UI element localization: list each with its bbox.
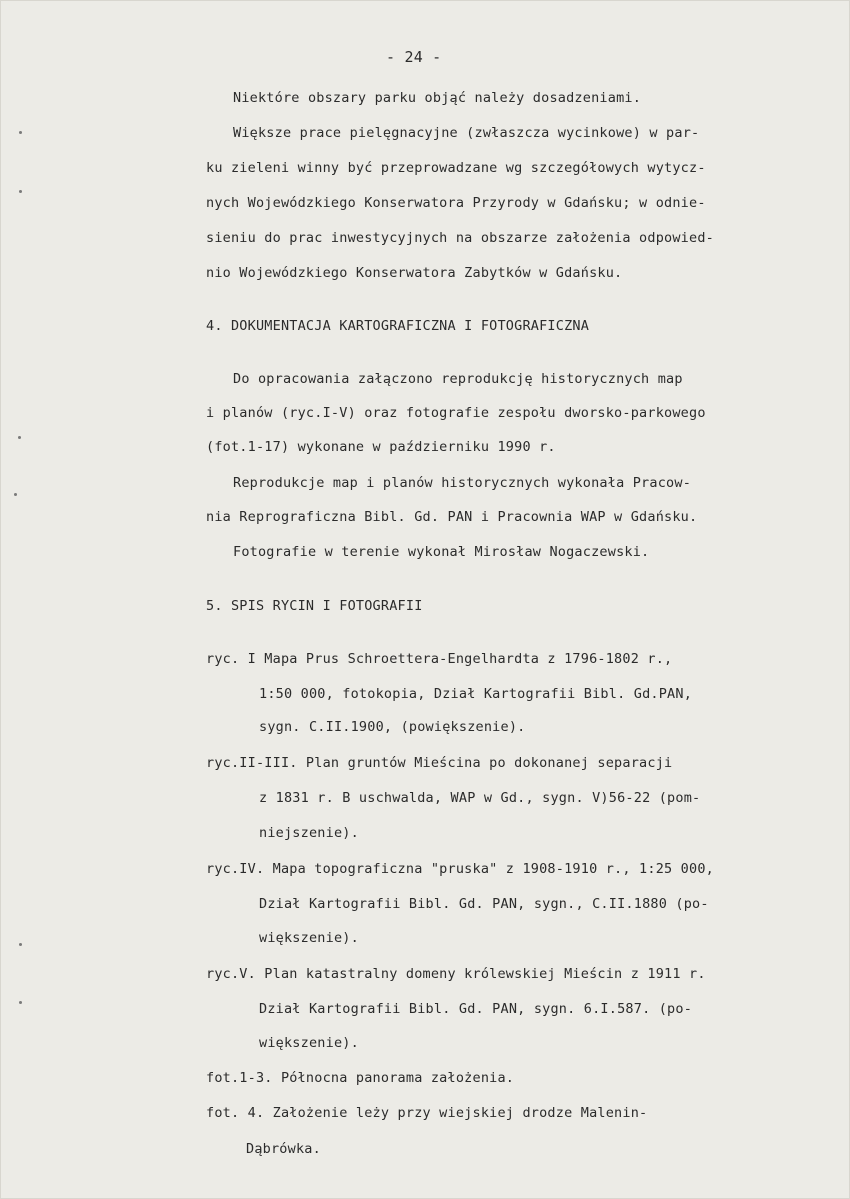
list-entry-line: ryc. I Mapa Prus Schroettera-Engelhardta z 1796-1802 r., [206, 651, 673, 667]
list-entry-line: większenie). [259, 1035, 359, 1051]
section-4-line: (fot.1-17) wykonane w październiku 1990 r. [206, 439, 556, 455]
list-entry-line: z 1831 r. B uschwalda, WAP w Gd., sygn. V)56-22 (pom- [259, 790, 701, 806]
scan-speck [14, 493, 17, 496]
list-entry-line: fot. 4. Założenie leży przy wiejskiej drodze Malenin- [206, 1105, 648, 1121]
care-line: nych Wojewódzkiego Konserwatora Przyrody w Gdańsku; w odnie- [206, 195, 706, 211]
intro-line: Niektóre obszary parku objąć należy dosadzeniami. [233, 90, 642, 106]
care-line: Większe prace pielęgnacyjne (zwłaszcza wycinkowe) w par- [233, 125, 700, 141]
section-4-heading: 4. DOKUMENTACJA KARTOGRAFICZNA I FOTOGRAFICZNA [206, 318, 590, 334]
list-entry-line: niejszenie). [259, 825, 359, 841]
list-entry-line: Dział Kartografii Bibl. Gd. PAN, sygn., C.II.1880 (po- [259, 896, 709, 912]
section-4-line: i planów (ryc.I-V) oraz fotografie zespołu dworsko-parkowego [206, 405, 706, 421]
section-5-heading: 5. SPIS RYCIN I FOTOGRAFII [206, 598, 423, 614]
list-entry-line: Dąbrówka. [246, 1141, 321, 1157]
list-entry-line: większenie). [259, 930, 359, 946]
scan-speck [19, 131, 22, 134]
section-4-line: Do opracowania załączono reprodukcję historycznych map [233, 371, 683, 387]
list-entry-line: ryc.II-III. Plan gruntów Mieścina po dokonanej separacji [206, 755, 673, 771]
list-entry-line: sygn. C.II.1900, (powiększenie). [259, 719, 526, 735]
scan-speck [18, 436, 21, 439]
scan-speck [19, 190, 22, 193]
care-line: sieniu do prac inwestycyjnych na obszarze założenia odpowied- [206, 230, 714, 246]
scan-speck [19, 1001, 22, 1004]
list-entry-line: Dział Kartografii Bibl. Gd. PAN, sygn. 6.I.587. (po- [259, 1001, 693, 1017]
care-line: ku zieleni winny być przeprowadzane wg szczegółowych wytycz- [206, 160, 706, 176]
care-line: nio Wojewódzkiego Konserwatora Zabytków w Gdańsku. [206, 265, 623, 281]
section-4-line: nia Reprograficzna Bibl. Gd. PAN i Pracownia WAP w Gdańsku. [206, 509, 698, 525]
scan-speck [19, 943, 22, 946]
list-entry-line: ryc.IV. Mapa topograficzna "pruska" z 1908-1910 r., 1:25 000, [206, 861, 714, 877]
page-number: - 24 - [386, 48, 442, 66]
list-entry-line: fot.1-3. Północna panorama założenia. [206, 1070, 515, 1086]
section-4-line: Reprodukcje map i planów historycznych wykonała Pracow- [233, 475, 692, 491]
section-4-line: Fotografie w terenie wykonał Mirosław Nogaczewski. [233, 544, 650, 560]
list-entry-line: ryc.V. Plan katastralny domeny królewskiej Mieścin z 1911 r. [206, 966, 706, 982]
list-entry-line: 1:50 000, fotokopia, Dział Kartografii Bibl. Gd.PAN, [259, 686, 693, 702]
